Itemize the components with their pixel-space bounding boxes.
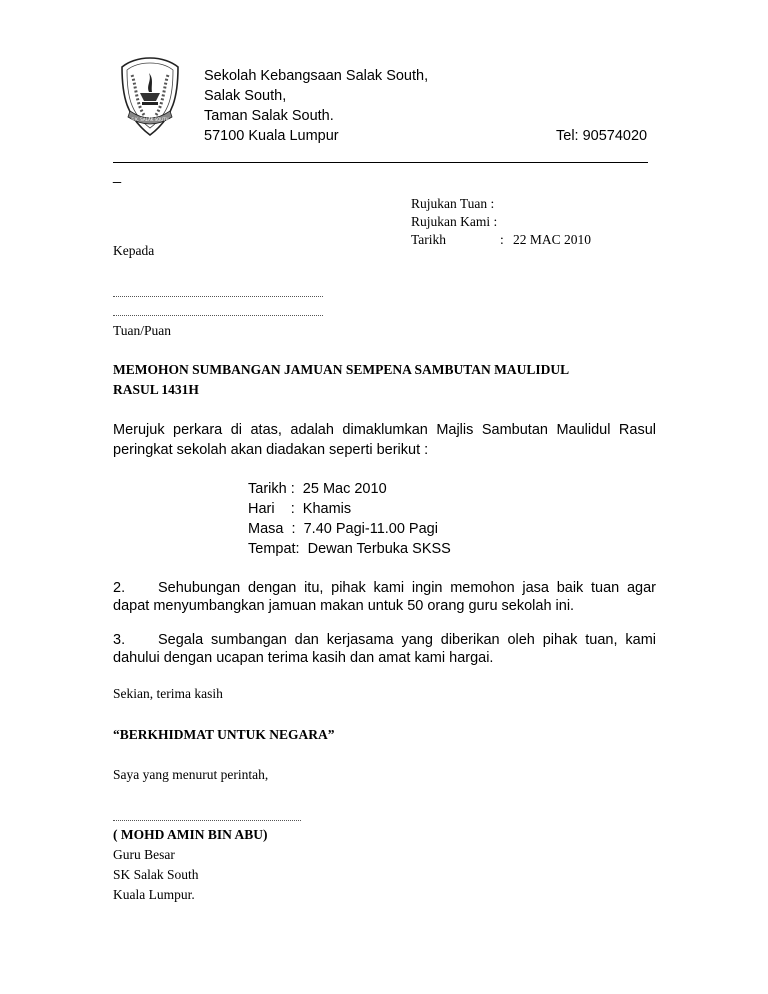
recipient-line-1 bbox=[113, 296, 323, 297]
detail-hari: Hari : Khamis bbox=[248, 501, 352, 517]
school-postcode: 57100 Kuala Lumpur bbox=[204, 128, 339, 144]
closing-text: Sekian, terima kasih bbox=[113, 686, 223, 701]
recipient-line-2 bbox=[113, 315, 323, 316]
tarikh-label: Tarikh bbox=[411, 232, 447, 247]
para3-number: 3. bbox=[113, 632, 126, 648]
signatory-name: ( MOHD AMIN BIN ABU) bbox=[113, 827, 268, 842]
para3-line-1: Segala sumbangan dan kerjasama yang diberikan oleh pihak tuan, kami bbox=[158, 632, 656, 648]
letter-title-line-2: RASUL 1431H bbox=[113, 382, 199, 397]
school-name: Sekolah Kebangsaan Salak South, bbox=[204, 68, 429, 84]
letter-title-line-1: MEMOHON SUMBANGAN JAMUAN SEMPENA SAMBUTAN MAULIDUL bbox=[113, 362, 570, 377]
divider-underscore: _ bbox=[113, 168, 122, 184]
detail-tempat: Tempat: Dewan Terbuka SKSS bbox=[248, 541, 451, 557]
tarikh-separator: : bbox=[500, 232, 504, 247]
rujukan-tuan: Rujukan Tuan : bbox=[411, 196, 495, 211]
signatory-title: Guru Besar bbox=[113, 847, 175, 862]
detail-tarikh: Tarikh : 25 Mac 2010 bbox=[248, 481, 387, 497]
header-divider bbox=[113, 162, 648, 163]
para2-line-1: Sehubungan dengan itu, pihak kami ingin memohon jasa baik tuan agar bbox=[158, 580, 656, 596]
school-street: Taman Salak South. bbox=[204, 108, 334, 124]
rujukan-kami: Rujukan Kami : bbox=[411, 214, 498, 229]
kepada-label: Kepada bbox=[113, 243, 155, 258]
para3-line-2: dahului dengan ucapan terima kasih dan amat kami hargai. bbox=[113, 650, 494, 666]
school-area: Salak South, bbox=[204, 88, 287, 104]
school-crest-logo bbox=[118, 55, 182, 139]
signature-line bbox=[113, 820, 301, 821]
school-tel: Tel: 90574020 bbox=[556, 128, 648, 144]
salutation: Tuan/Puan bbox=[113, 323, 172, 338]
para2-line-2: dapat menyumbangkan jamuan makan untuk 50 orang guru sekolah ini. bbox=[113, 598, 575, 614]
para2-number: 2. bbox=[113, 580, 126, 596]
tarikh-value: 22 MAC 2010 bbox=[513, 232, 592, 247]
motto: “BERKHIDMAT UNTUK NEGARA” bbox=[113, 727, 335, 742]
saya-text: Saya yang menurut perintah, bbox=[113, 767, 269, 782]
intro-line-1: Merujuk perkara di atas, adalah dimaklumkan Majlis Sambutan Maulidul Rasul bbox=[113, 422, 656, 438]
signatory-city: Kuala Lumpur. bbox=[113, 887, 195, 902]
intro-line-2: peringkat sekolah akan diadakan seperti berikut : bbox=[113, 442, 429, 458]
logo-ribbon-text: S.K. SALAK SOUTH bbox=[131, 117, 169, 122]
signatory-school: SK Salak South bbox=[113, 867, 199, 882]
detail-masa: Masa : 7.40 Pagi-11.00 Pagi bbox=[248, 521, 438, 537]
